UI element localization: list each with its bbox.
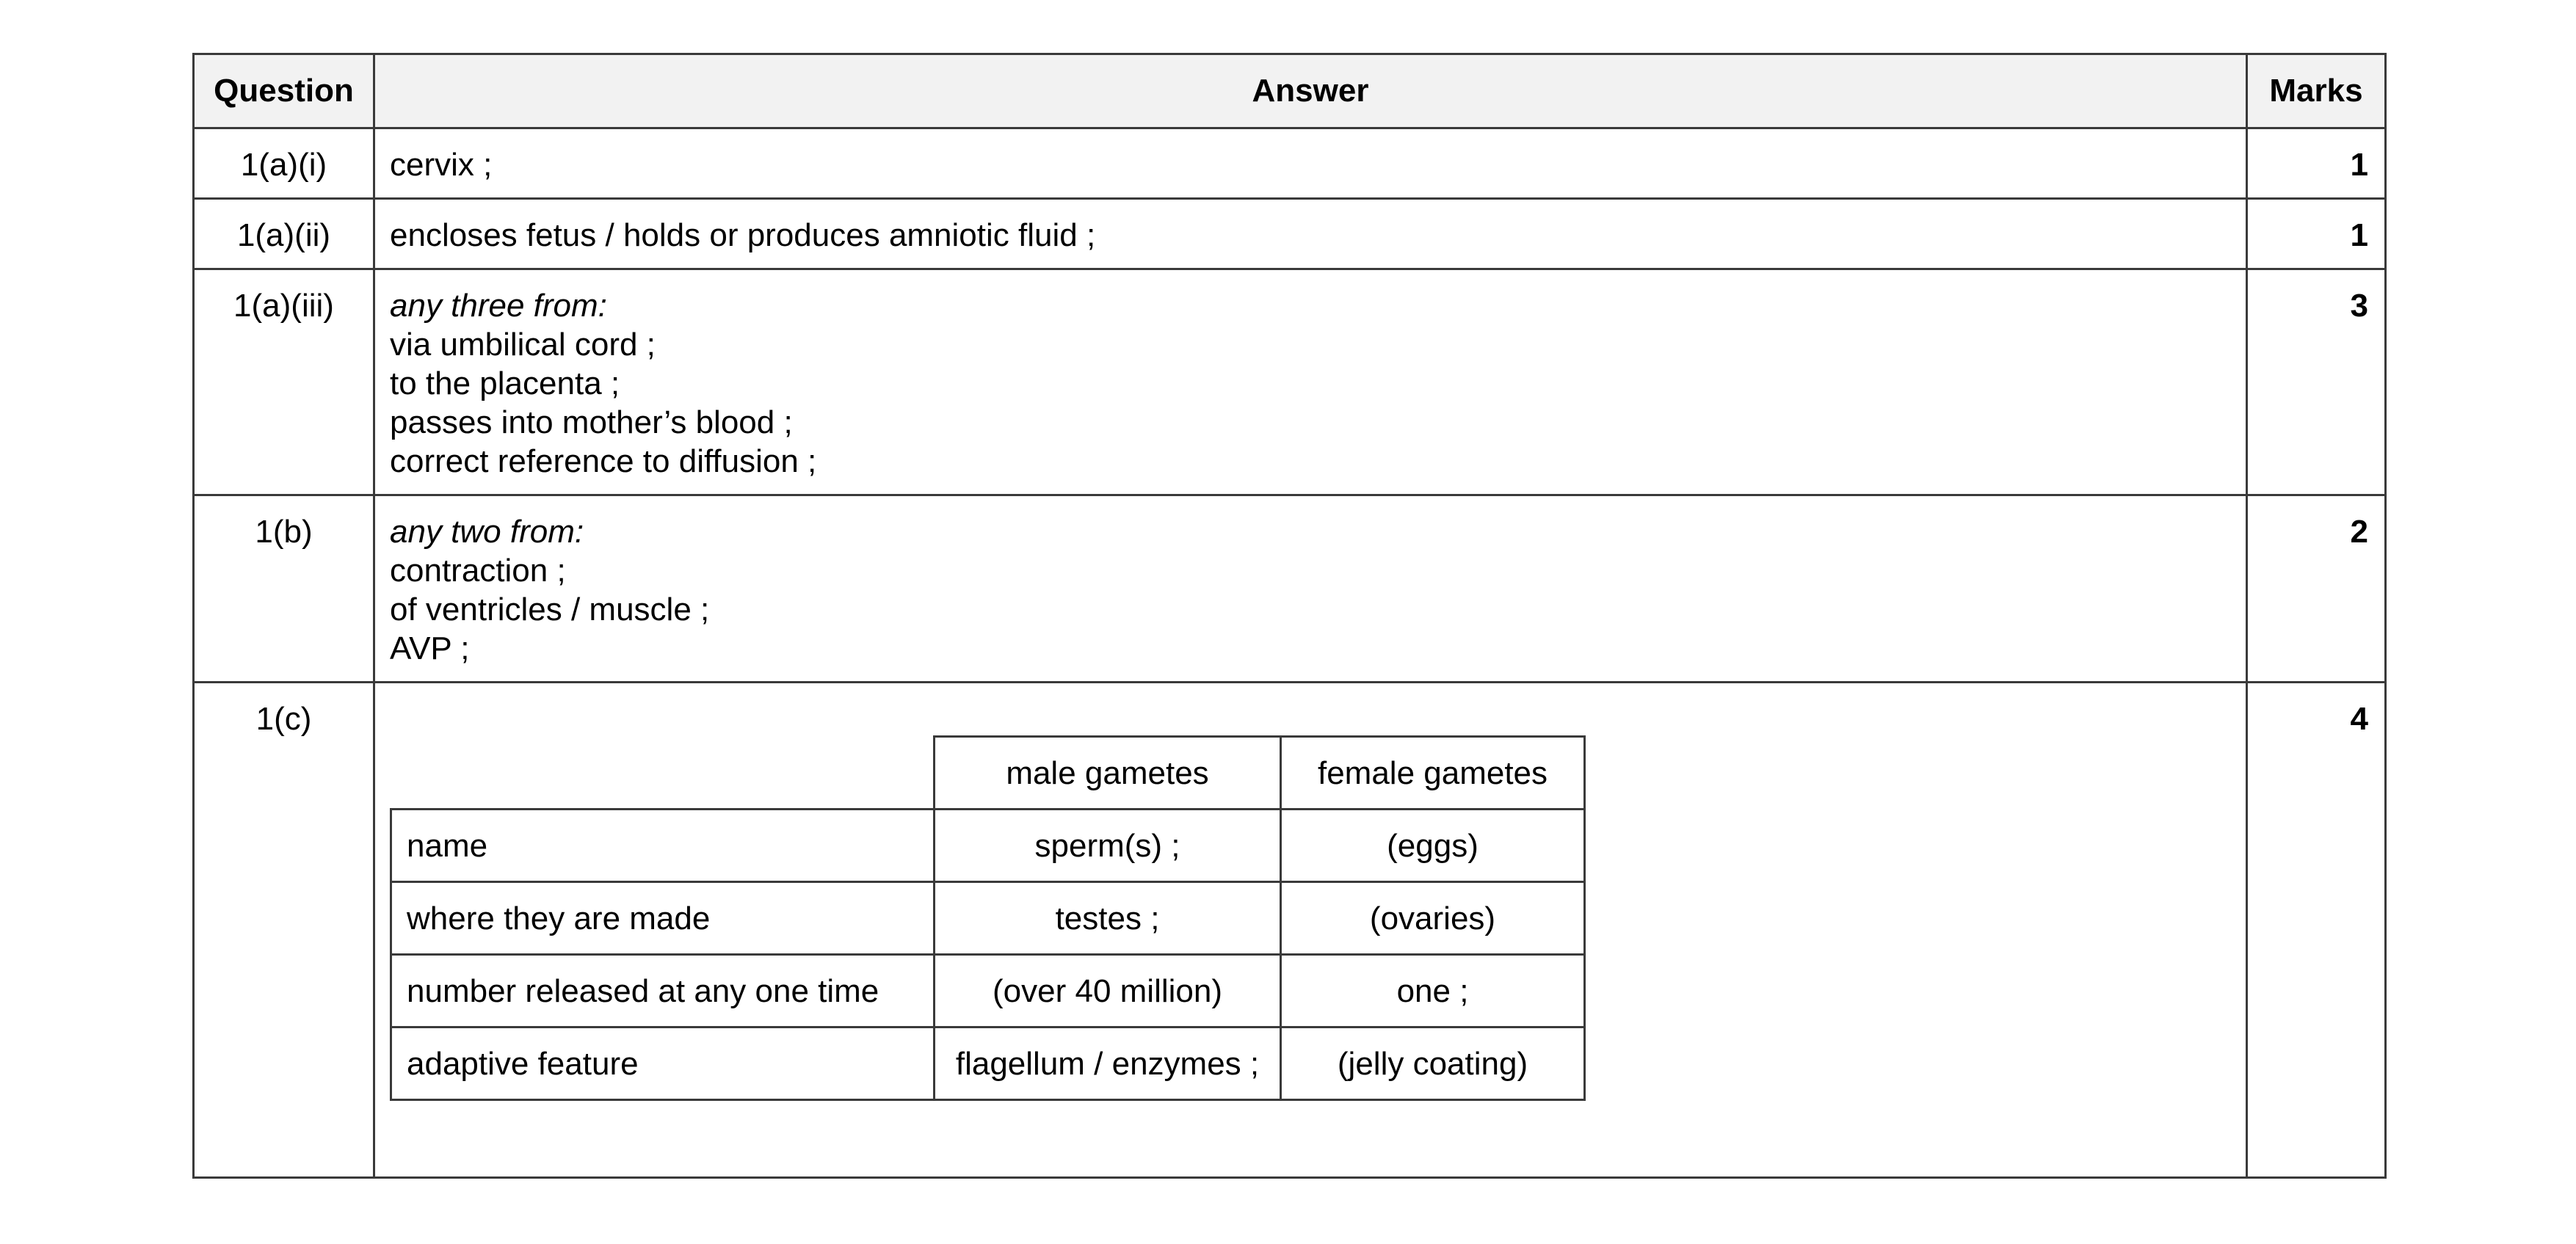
row-label: adaptive feature xyxy=(391,1027,935,1100)
male-gametes-cell: (over 40 million) xyxy=(935,955,1281,1027)
answer-intro: any three from: xyxy=(390,288,607,324)
answer-cell xyxy=(374,199,2247,269)
male-gametes-cell: sperm(s) ; xyxy=(935,810,1281,882)
marks-value: 4 xyxy=(2247,683,2386,1178)
gamete-table-row xyxy=(391,882,1585,955)
marks-value: 1 xyxy=(2247,199,2386,269)
question-number: 1(a)(i) xyxy=(194,128,374,199)
table-row xyxy=(194,128,2386,199)
table-row xyxy=(194,269,2386,495)
answer-line: correct reference to diffusion ; xyxy=(390,443,817,479)
question-number: 1(a)(ii) xyxy=(194,199,374,269)
row-label: name xyxy=(391,810,935,882)
answer-line: of ventricles / muscle ; xyxy=(390,592,710,628)
answer-cell xyxy=(374,495,2247,683)
answer-cell xyxy=(374,683,2247,1178)
table-row xyxy=(194,683,2386,1178)
table-row xyxy=(194,199,2386,269)
gamete-table-corner xyxy=(391,737,935,810)
mark-scheme-table xyxy=(192,53,2387,1179)
answer-line: AVP ; xyxy=(390,630,470,666)
answer-cell xyxy=(374,128,2247,199)
question-column-header: Question xyxy=(194,54,374,128)
answer-line: to the placenta ; xyxy=(390,365,620,401)
female-gametes-cell: (jelly coating) xyxy=(1281,1027,1585,1100)
female-gametes-header: female gametes xyxy=(1281,737,1585,810)
male-gametes-cell: testes ; xyxy=(935,882,1281,955)
answer-cell xyxy=(374,269,2247,495)
marks-column-header: Marks xyxy=(2247,54,2386,128)
male-gametes-header: male gametes xyxy=(935,737,1281,810)
table-row xyxy=(194,495,2386,683)
marks-value: 3 xyxy=(2247,269,2386,495)
answer-line: cervix ; xyxy=(390,147,493,183)
gamete-table-row xyxy=(391,1027,1585,1100)
marks-value: 1 xyxy=(2247,128,2386,199)
female-gametes-cell: (ovaries) xyxy=(1281,882,1585,955)
question-number: 1(a)(iii) xyxy=(194,269,374,495)
marks-value: 2 xyxy=(2247,495,2386,683)
female-gametes-cell: one ; xyxy=(1281,955,1585,1027)
answer-column-header: Answer xyxy=(374,54,2247,128)
answer-line: contraction ; xyxy=(390,553,566,589)
answer-line: passes into mother’s blood ; xyxy=(390,404,793,440)
row-label: number released at any one time xyxy=(391,955,935,1027)
gamete-table-row xyxy=(391,810,1585,882)
answer-intro: any two from: xyxy=(390,514,584,550)
female-gametes-cell: (eggs) xyxy=(1281,810,1585,882)
gamete-comparison-table xyxy=(390,735,1586,1101)
question-number: 1(b) xyxy=(194,495,374,683)
gamete-table-header-row xyxy=(391,737,1585,810)
male-gametes-cell: flagellum / enzymes ; xyxy=(935,1027,1281,1100)
row-label: where they are made xyxy=(391,882,935,955)
question-number: 1(c) xyxy=(194,683,374,1178)
answer-line: encloses fetus / holds or produces amniotic fluid ; xyxy=(390,217,1096,253)
answer-line: via umbilical cord ; xyxy=(390,327,656,363)
gamete-table-row xyxy=(391,955,1585,1027)
header-row xyxy=(194,54,2386,128)
